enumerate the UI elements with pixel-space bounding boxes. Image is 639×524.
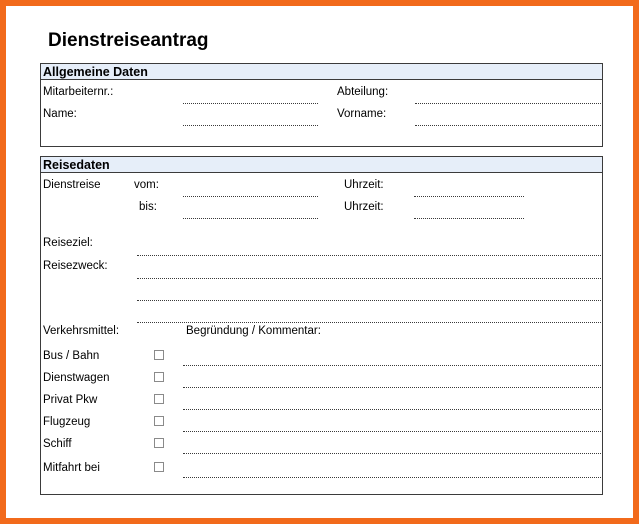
field-reiseziel[interactable] (137, 255, 601, 256)
mode-label-bus-bahn: Bus / Bahn (43, 350, 100, 362)
section-allgemeine-daten (40, 63, 603, 147)
field-uhrzeit-bis[interactable] (414, 218, 524, 219)
mode-label-mitfahrt: Mitfahrt bei (43, 462, 100, 474)
label-begruendung: Begründung / Kommentar: (186, 325, 321, 337)
field-uhrzeit-vom[interactable] (414, 196, 524, 197)
checkbox-privat-pkw[interactable] (154, 394, 164, 404)
field-reisezweck-3[interactable] (137, 322, 601, 323)
mode-label-dienstwagen: Dienstwagen (43, 372, 110, 384)
field-kommentar-mitfahrt[interactable] (183, 477, 601, 478)
label-uhrzeit-bis: Uhrzeit: (344, 201, 384, 213)
label-name: Name: (43, 108, 77, 120)
field-kommentar-bus-bahn[interactable] (183, 365, 601, 366)
checkbox-schiff[interactable] (154, 438, 164, 448)
label-vom: vom: (134, 179, 159, 191)
field-name[interactable] (183, 125, 318, 126)
checkbox-mitfahrt[interactable] (154, 462, 164, 472)
section-heading-reisedaten: Reisedaten (41, 157, 602, 173)
checkbox-flugzeug[interactable] (154, 416, 164, 426)
field-bis[interactable] (183, 218, 318, 219)
section-heading-allgemeine-daten: Allgemeine Daten (41, 64, 602, 80)
label-reisezweck: Reisezweck: (43, 260, 108, 272)
mode-label-flugzeug: Flugzeug (43, 416, 91, 428)
label-bis: bis: (139, 201, 157, 213)
field-reisezweck-2[interactable] (137, 300, 601, 301)
field-mitarbeiternr[interactable] (183, 103, 318, 104)
field-vorname[interactable] (415, 125, 601, 126)
form-title: Dienstreiseantrag (48, 30, 209, 51)
checkbox-bus-bahn[interactable] (154, 350, 164, 360)
section-reisedaten (40, 156, 603, 495)
field-reisezweck-1[interactable] (137, 278, 601, 279)
label-reiseziel: Reiseziel: (43, 237, 93, 249)
mode-label-schiff: Schiff (43, 438, 72, 450)
label-dienstreise: Dienstreise (43, 179, 101, 191)
field-kommentar-schiff[interactable] (183, 453, 601, 454)
mode-label-privat-pkw: Privat Pkw (43, 394, 98, 406)
label-uhrzeit-vom: Uhrzeit: (344, 179, 384, 191)
label-mitarbeiternr: Mitarbeiternr.: (43, 86, 114, 98)
label-vorname: Vorname: (337, 108, 387, 120)
checkbox-dienstwagen[interactable] (154, 372, 164, 382)
label-verkehrsmittel: Verkehrsmittel: (43, 325, 120, 337)
field-vom[interactable] (183, 196, 318, 197)
field-kommentar-privat-pkw[interactable] (183, 409, 601, 410)
field-abteilung[interactable] (415, 103, 601, 104)
field-kommentar-dienstwagen[interactable] (183, 387, 601, 388)
field-kommentar-flugzeug[interactable] (183, 431, 601, 432)
label-abteilung: Abteilung: (337, 86, 389, 98)
